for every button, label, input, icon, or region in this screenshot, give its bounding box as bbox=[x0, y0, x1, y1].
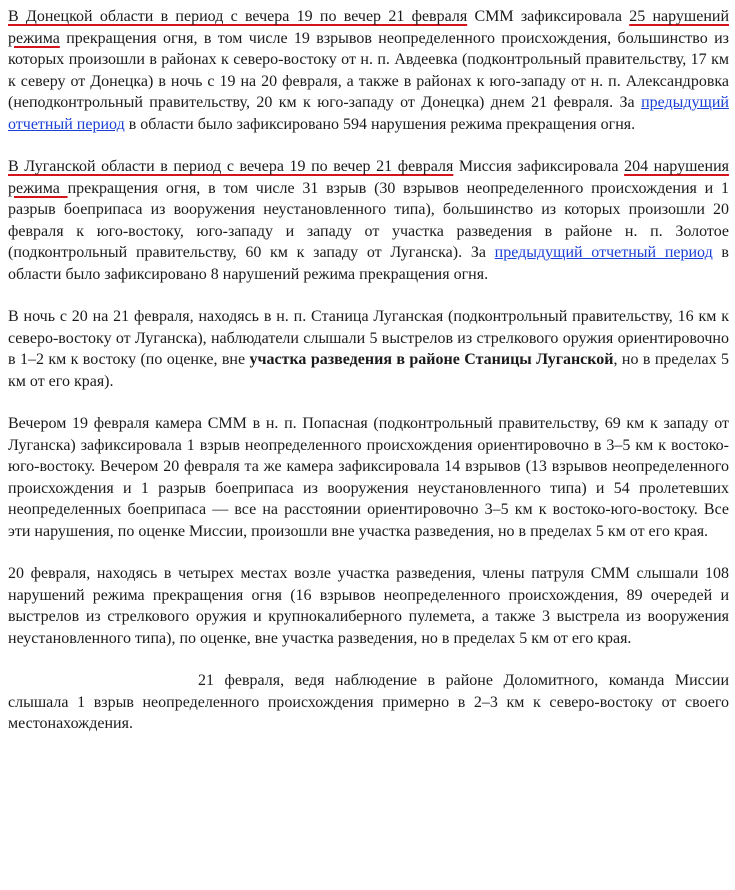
paragraph-text: Миссия зафиксировала bbox=[453, 158, 625, 175]
red-underlined-phrase: В Луганской области в период с вечера 19 по вечер 21 февраля bbox=[8, 158, 454, 175]
paragraph-luhansk bbox=[8, 156, 729, 285]
paragraph-dolomitne: 21 февраля, ведя наблюдение в районе Доломитного, команда Миссии слышала 1 взрыв неопределенного происхождения примерно в 2–3 км к северо-востоку от своего местонахождения. bbox=[8, 672, 729, 732]
paragraph-text: прекращения огня, в том числе 19 взрывов неопределенного происхождения, большинство из которых произошли в районах к северо-востоку от н. п. Авдеевка (подконтрольный правительству, 17 км к северу от Донецка) в ночь с 19 на 20 февраля, а также в районах к юго-западу от н. п. Александровка (неподконтрольный правительству, 20 км к юго-западу от Донецка) днем 21 февраля. За bbox=[8, 29, 729, 111]
red-underlined-phrase: В Донецкой области в период с вечера 19 по вечер 21 февраля bbox=[8, 8, 468, 25]
paragraph-text: прекращения огня, в том числе 31 взрыв (30 взрывов неопределенного происхождения и 1 разрыв боеприпаса из вооружения неустановленного типа), большинство из которых произошли 20 февраля к юго-востоку, юго-западу и западу от участка разведения в районе н. п. Золотое (подконтрольный правительству, 60 км к западу от Луганска). За bbox=[8, 179, 729, 261]
paragraph-text: в области было зафиксировано 594 нарушения режима прекращения огня. bbox=[124, 115, 636, 133]
red-underlined-phrase: 25 нарушений режима bbox=[8, 8, 730, 47]
paragraph-text: СММ зафиксировала bbox=[467, 8, 630, 25]
paragraph-text: в области было зафиксировано 8 нарушений режима прекращения огня. bbox=[8, 244, 729, 283]
paragraph-text: , но в пределах 5 км от его края). bbox=[8, 351, 729, 390]
paragraph-feb20: 20 февраля, находясь в четырех местах возле участка разведения, члены патруля СММ слышали 108 нарушений режима прекращения огня (16 взрывов неопределенного происхождения, 89 очередей и выстрелов из стрелкового оружия и крупнокалиберного пулемета, а также 3 выстрела из вооружения неустановленного типа), по оценке, вне участка разведения, но в пределах 5 км от его края. bbox=[8, 565, 729, 647]
paragraph-donetsk bbox=[8, 6, 729, 135]
previous-period-link[interactable]: предыдущий отчетный период bbox=[8, 94, 729, 133]
previous-period-link[interactable]: предыдущий отчетный период bbox=[494, 244, 713, 261]
red-underlined-phrase: 204 нарушения режима bbox=[8, 158, 730, 197]
bold-phrase: участка разведения в районе Станицы Луганской bbox=[249, 351, 614, 368]
paragraph-stanytsia bbox=[8, 306, 729, 392]
paragraph-text: В ночь с 20 на 21 февраля, находясь в н. п. Станица Луганская (подконтрольный правительству, 16 км к северо-востоку от Луганска), наблюдатели слышали 5 выстрелов из стрелкового оружия ориентировочно в 1–2 км к востоку (по оценке, вне bbox=[8, 308, 729, 368]
paragraph-popasna: Вечером 19 февраля камера СММ в н. п. Попасная (подконтрольный правительству, 69 км к западу от Луганска) зафиксировала 1 взрыв неопределенного происхождения ориентировочно в 3–5 км к востоко-юго-востоку. Вечером 20 февраля та же камера зафиксировала 14 взрывов (13 взрывов неопределенного происхождения и 1 разрыв боеприпаса из вооружения неустановленного типа) и 54 пролетевших неопределенных боеприпаса — все на расстоянии ориентировочно 3–5 км к востоко-юго-востоку. Все эти нарушения, по оценке Миссии, произошли вне участка разведения, но в пределах 5 км от его края. bbox=[8, 415, 729, 540]
